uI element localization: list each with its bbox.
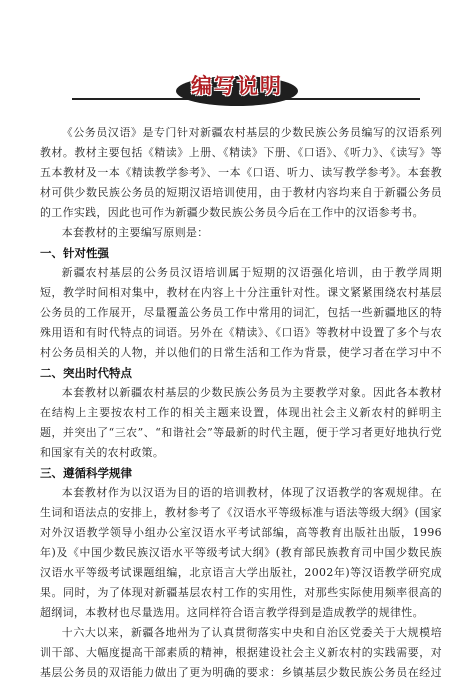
section-heading-timely: 二、突出时代特点 (40, 366, 132, 380)
closing-paragraph: 十六大以来，新疆各地州为了认真贯彻落实中央和自治区党委关于大规模培训干部、大幅度提高干部素质的精神，根据建设社会主义新农村的实践需要，对基层公务员的双语能力做出了更为明确的要求：乡镇基层少数民族公务员在经过 (40, 626, 442, 679)
title-banner (0, 66, 468, 112)
document-body (40, 123, 442, 683)
section-heading-scientific: 三、遵循科学规律 (40, 466, 132, 480)
section-timely-paragraph: 本套教材以新疆农村基层的少数民族公务员为主要教学对象。因此各本教材在结构上主要按农村工作的相关主题来设置，体现出社会主义新农村的鲜明主题，并突出了“三农”、“和谐社会”等最新的时代主题，便于学习者更好地执行党和国家有关的农村政策。 (40, 386, 442, 459)
page-title: 编写说明 (191, 74, 283, 98)
section-heading-targeted: 一、针对性强 (40, 246, 109, 260)
section-scientific-paragraph: 本套教材作为以汉语为目的语的培训教材，体现了汉语教学的客观规律。在生词和语法点的安排上，教材参考了《汉语水平等级标准与语法等级大纲》(国家对外汉语教学领导小组办公室汉语水平考试部编，高等教育出版社出版，1996年)及《中国少数民族汉语水平等级考试大纲》(教育部民族教育司中国少数民族汉语水平等级考试课题组编，北京语言大学出版社，2002年)等汉语教学研究成果。同时，为了体现对新疆基层农村工作的实用性，对那些实际使用频率很高的超纲词，本教材也尽量选用。这同样符合语言教学得到是造成教学的规律性。 (40, 486, 442, 619)
intro-paragraph: 《公务员汉语》是专门针对新疆农村基层的少数民族公务员编写的汉语系列教材。教材主要包括《精读》上册、《精读》下册、《口语》、《听力》、《读写》等五本教材及一本《精读教学参考》、一本《口语、听力、读写教学参考》。本套教材可供少数民族公务员的短期汉语培训使用，由于教材内容均来自于新疆公务员的工作实践，因此也可作为新疆少数民族公务员今后在工作中的汉语参考书。 (40, 126, 442, 219)
section-targeted-paragraph: 新疆农村基层的公务员汉语培训属于短期的汉语强化培训，由于教学周期短，教学时间相对集中，教材在内容上十分注重针对性。课文紧紧围绕农村基层公务员的工作展开，尽量覆盖公务员工作中常用的词汇，包括一些新疆地区的特殊用语和有时代特点的词语。另外在《精读》、《口语》等教材中设置了多个与农村公务员相关的人物，并以他们的日常生活和工作为背景，使学习者在学习中不 (40, 266, 442, 359)
principles-lead-paragraph: 本套教材的主要编写原则是： (61, 226, 209, 239)
